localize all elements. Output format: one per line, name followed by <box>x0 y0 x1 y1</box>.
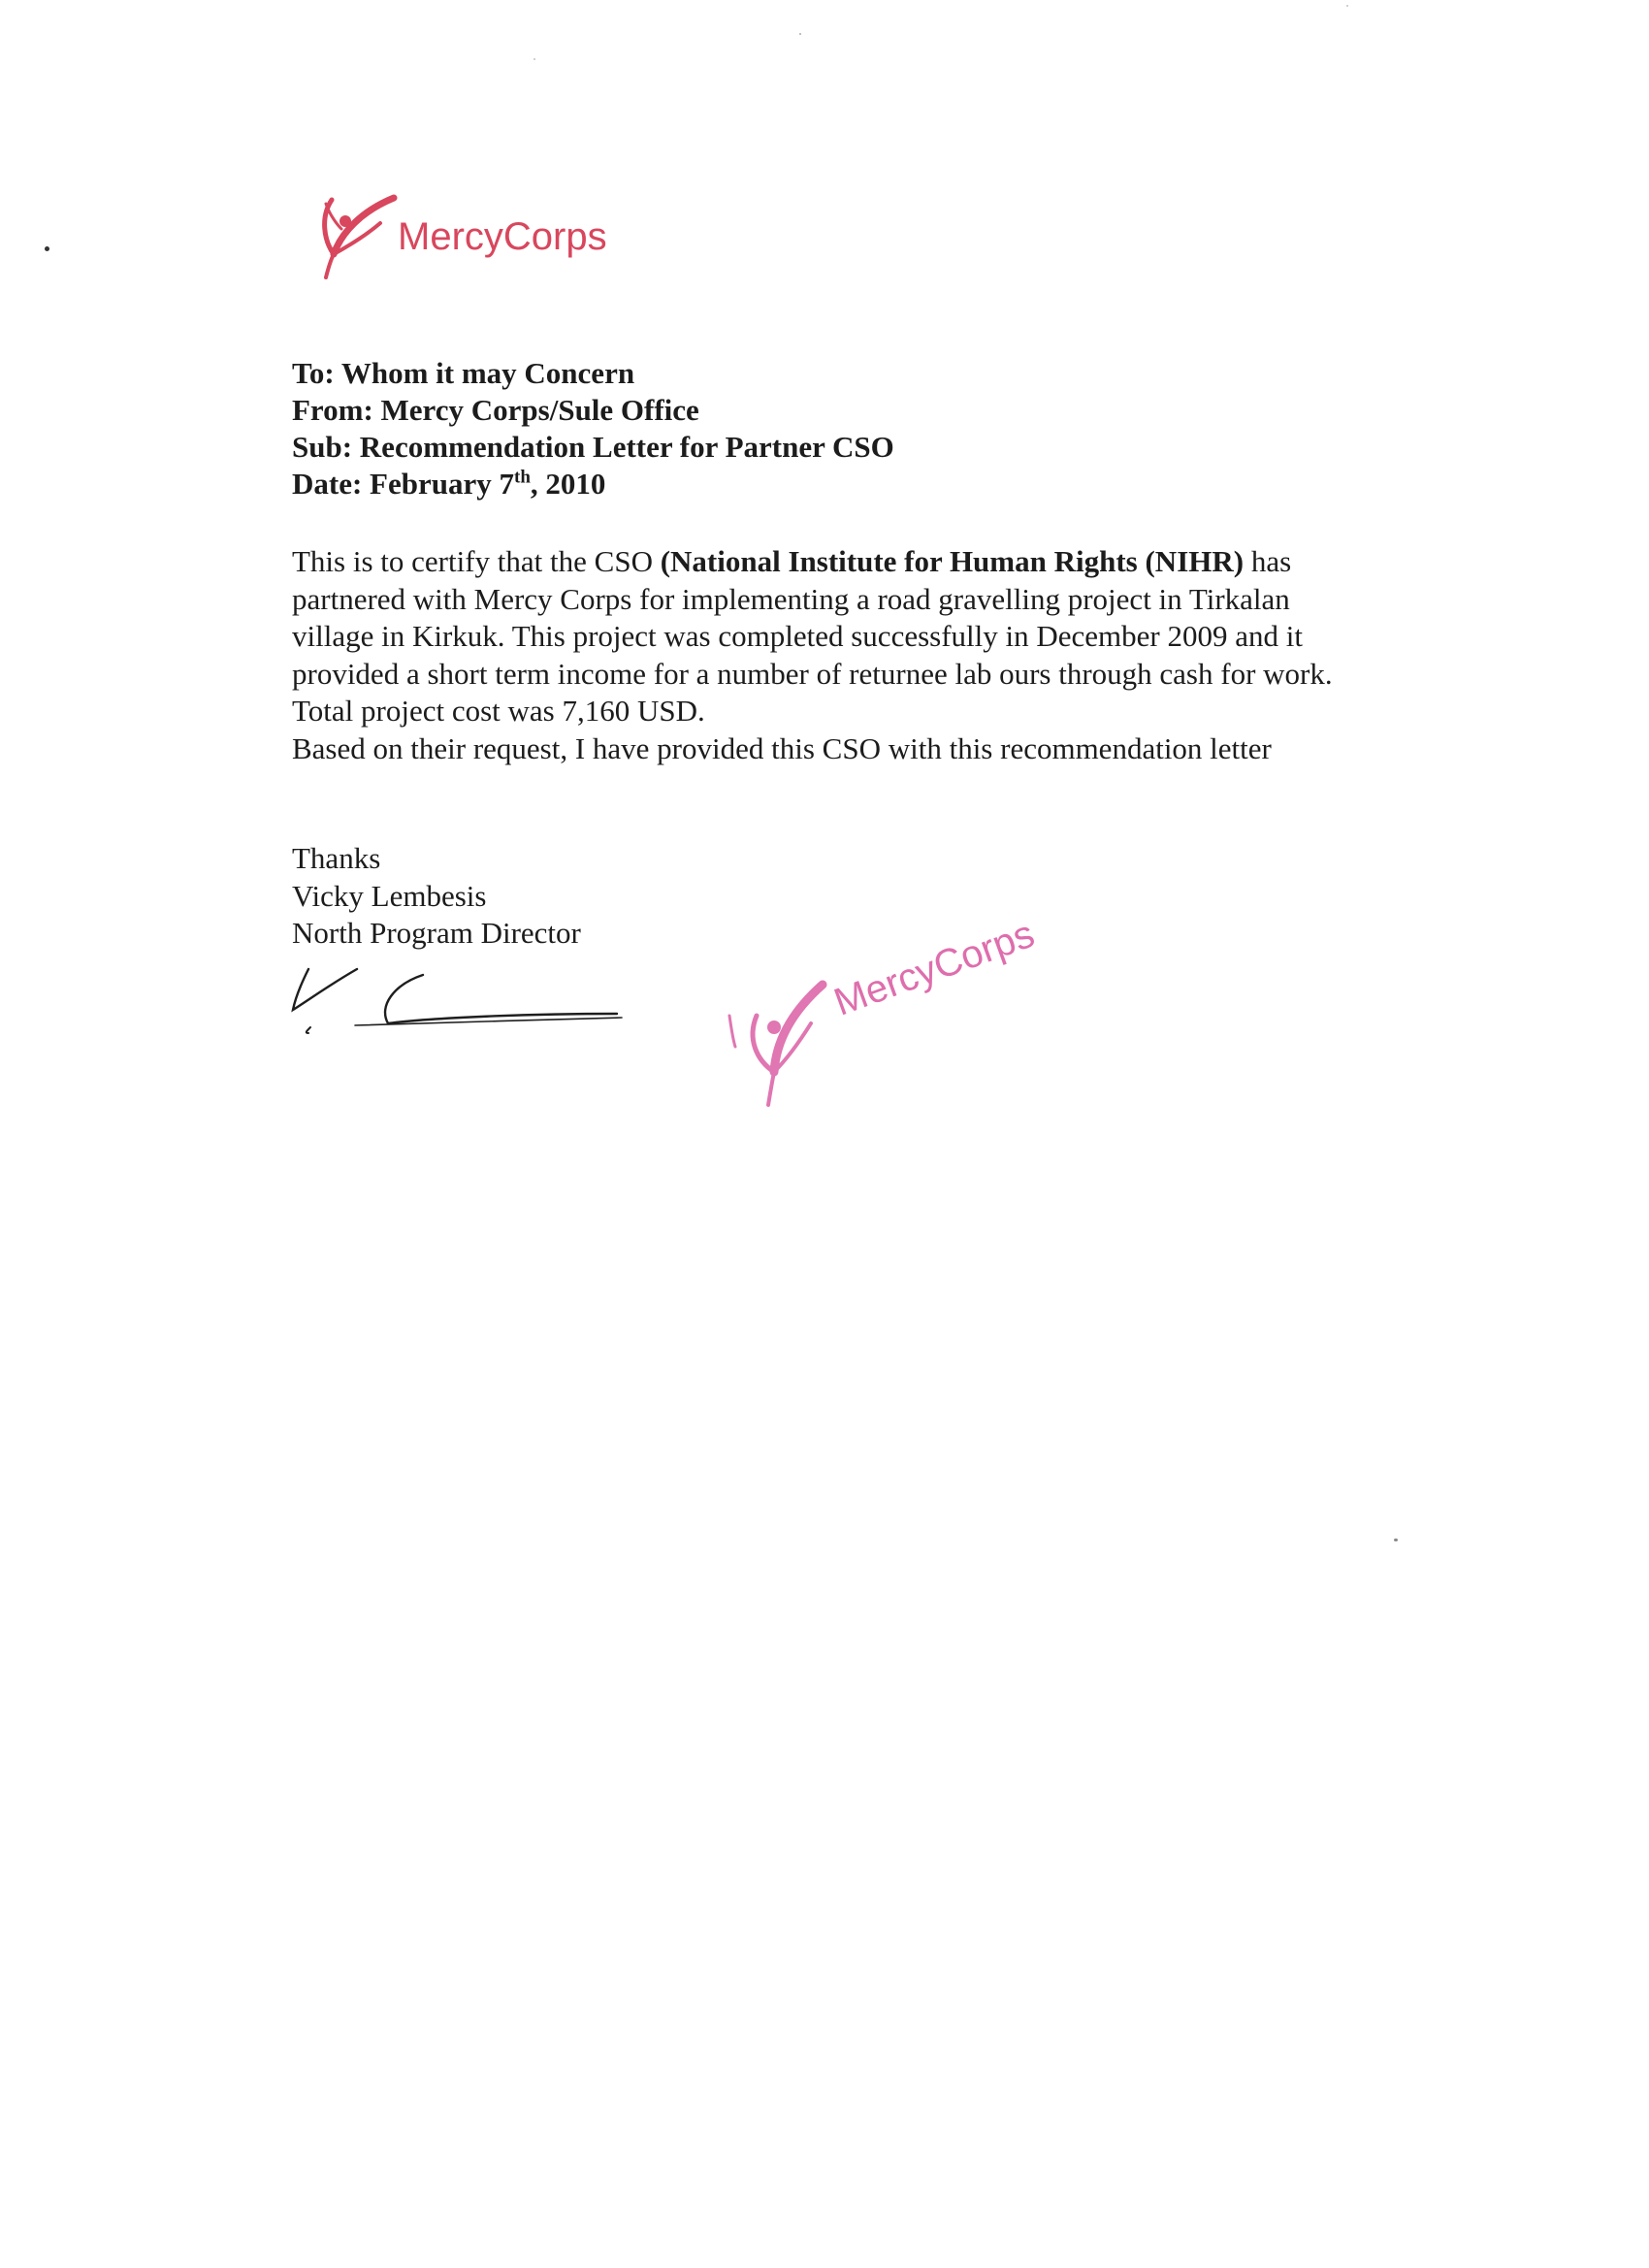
closing-thanks: Thanks <box>292 841 381 875</box>
body-line1-pre: This is to certify that the CSO <box>292 544 661 578</box>
organization-name: (National Institute for Human Rights (NIHR) <box>660 544 1245 578</box>
scan-speck <box>534 58 535 60</box>
memo-date-suffix: , 2010 <box>530 467 606 501</box>
memo-to: To: Whom it may Concern <box>292 356 635 390</box>
mercycorps-figure-icon <box>312 184 409 281</box>
memo-header <box>292 355 1456 502</box>
signatory-title: North Program Director <box>292 916 581 950</box>
logo-wordmark: MercyCorps <box>398 215 607 258</box>
body-line1-post: has <box>1244 544 1292 578</box>
letter-body <box>292 543 1456 767</box>
handwritten-signature <box>287 956 627 1048</box>
scan-speck <box>1346 5 1348 7</box>
body-line <box>292 543 1456 581</box>
scan-speck <box>799 33 801 35</box>
memo-date-ordinal: th <box>514 467 531 488</box>
memo-date-prefix: Date: February 7 <box>292 467 514 501</box>
stamp-wordmark: MercyCorps <box>828 912 1040 1024</box>
mercycorps-stamp <box>718 912 1086 1120</box>
body-line: Based on their request, I have provided this CSO with this recommendation letter <box>292 730 1272 765</box>
body-line: village in Kirkuk. This project was completed successfully in December 2009 and it <box>292 619 1303 653</box>
body-line: provided a short term income for a number of returnee lab ours through cash for work. <box>292 656 1333 691</box>
mercycorps-logo <box>312 184 662 291</box>
memo-date <box>292 466 1456 502</box>
scan-speck <box>45 246 49 251</box>
stamp-figure-icon <box>718 926 854 1120</box>
body-line: Total project cost was 7,160 USD. <box>292 694 705 728</box>
body-line: partnered with Mercy Corps for implementing a road gravelling project in Tirkalan <box>292 581 1290 616</box>
scan-speck <box>1394 1539 1398 1541</box>
memo-subject: Sub: Recommendation Letter for Partner CSO <box>292 430 894 464</box>
signatory-name: Vicky Lembesis <box>292 878 487 913</box>
memo-from: From: Mercy Corps/Sule Office <box>292 393 699 427</box>
